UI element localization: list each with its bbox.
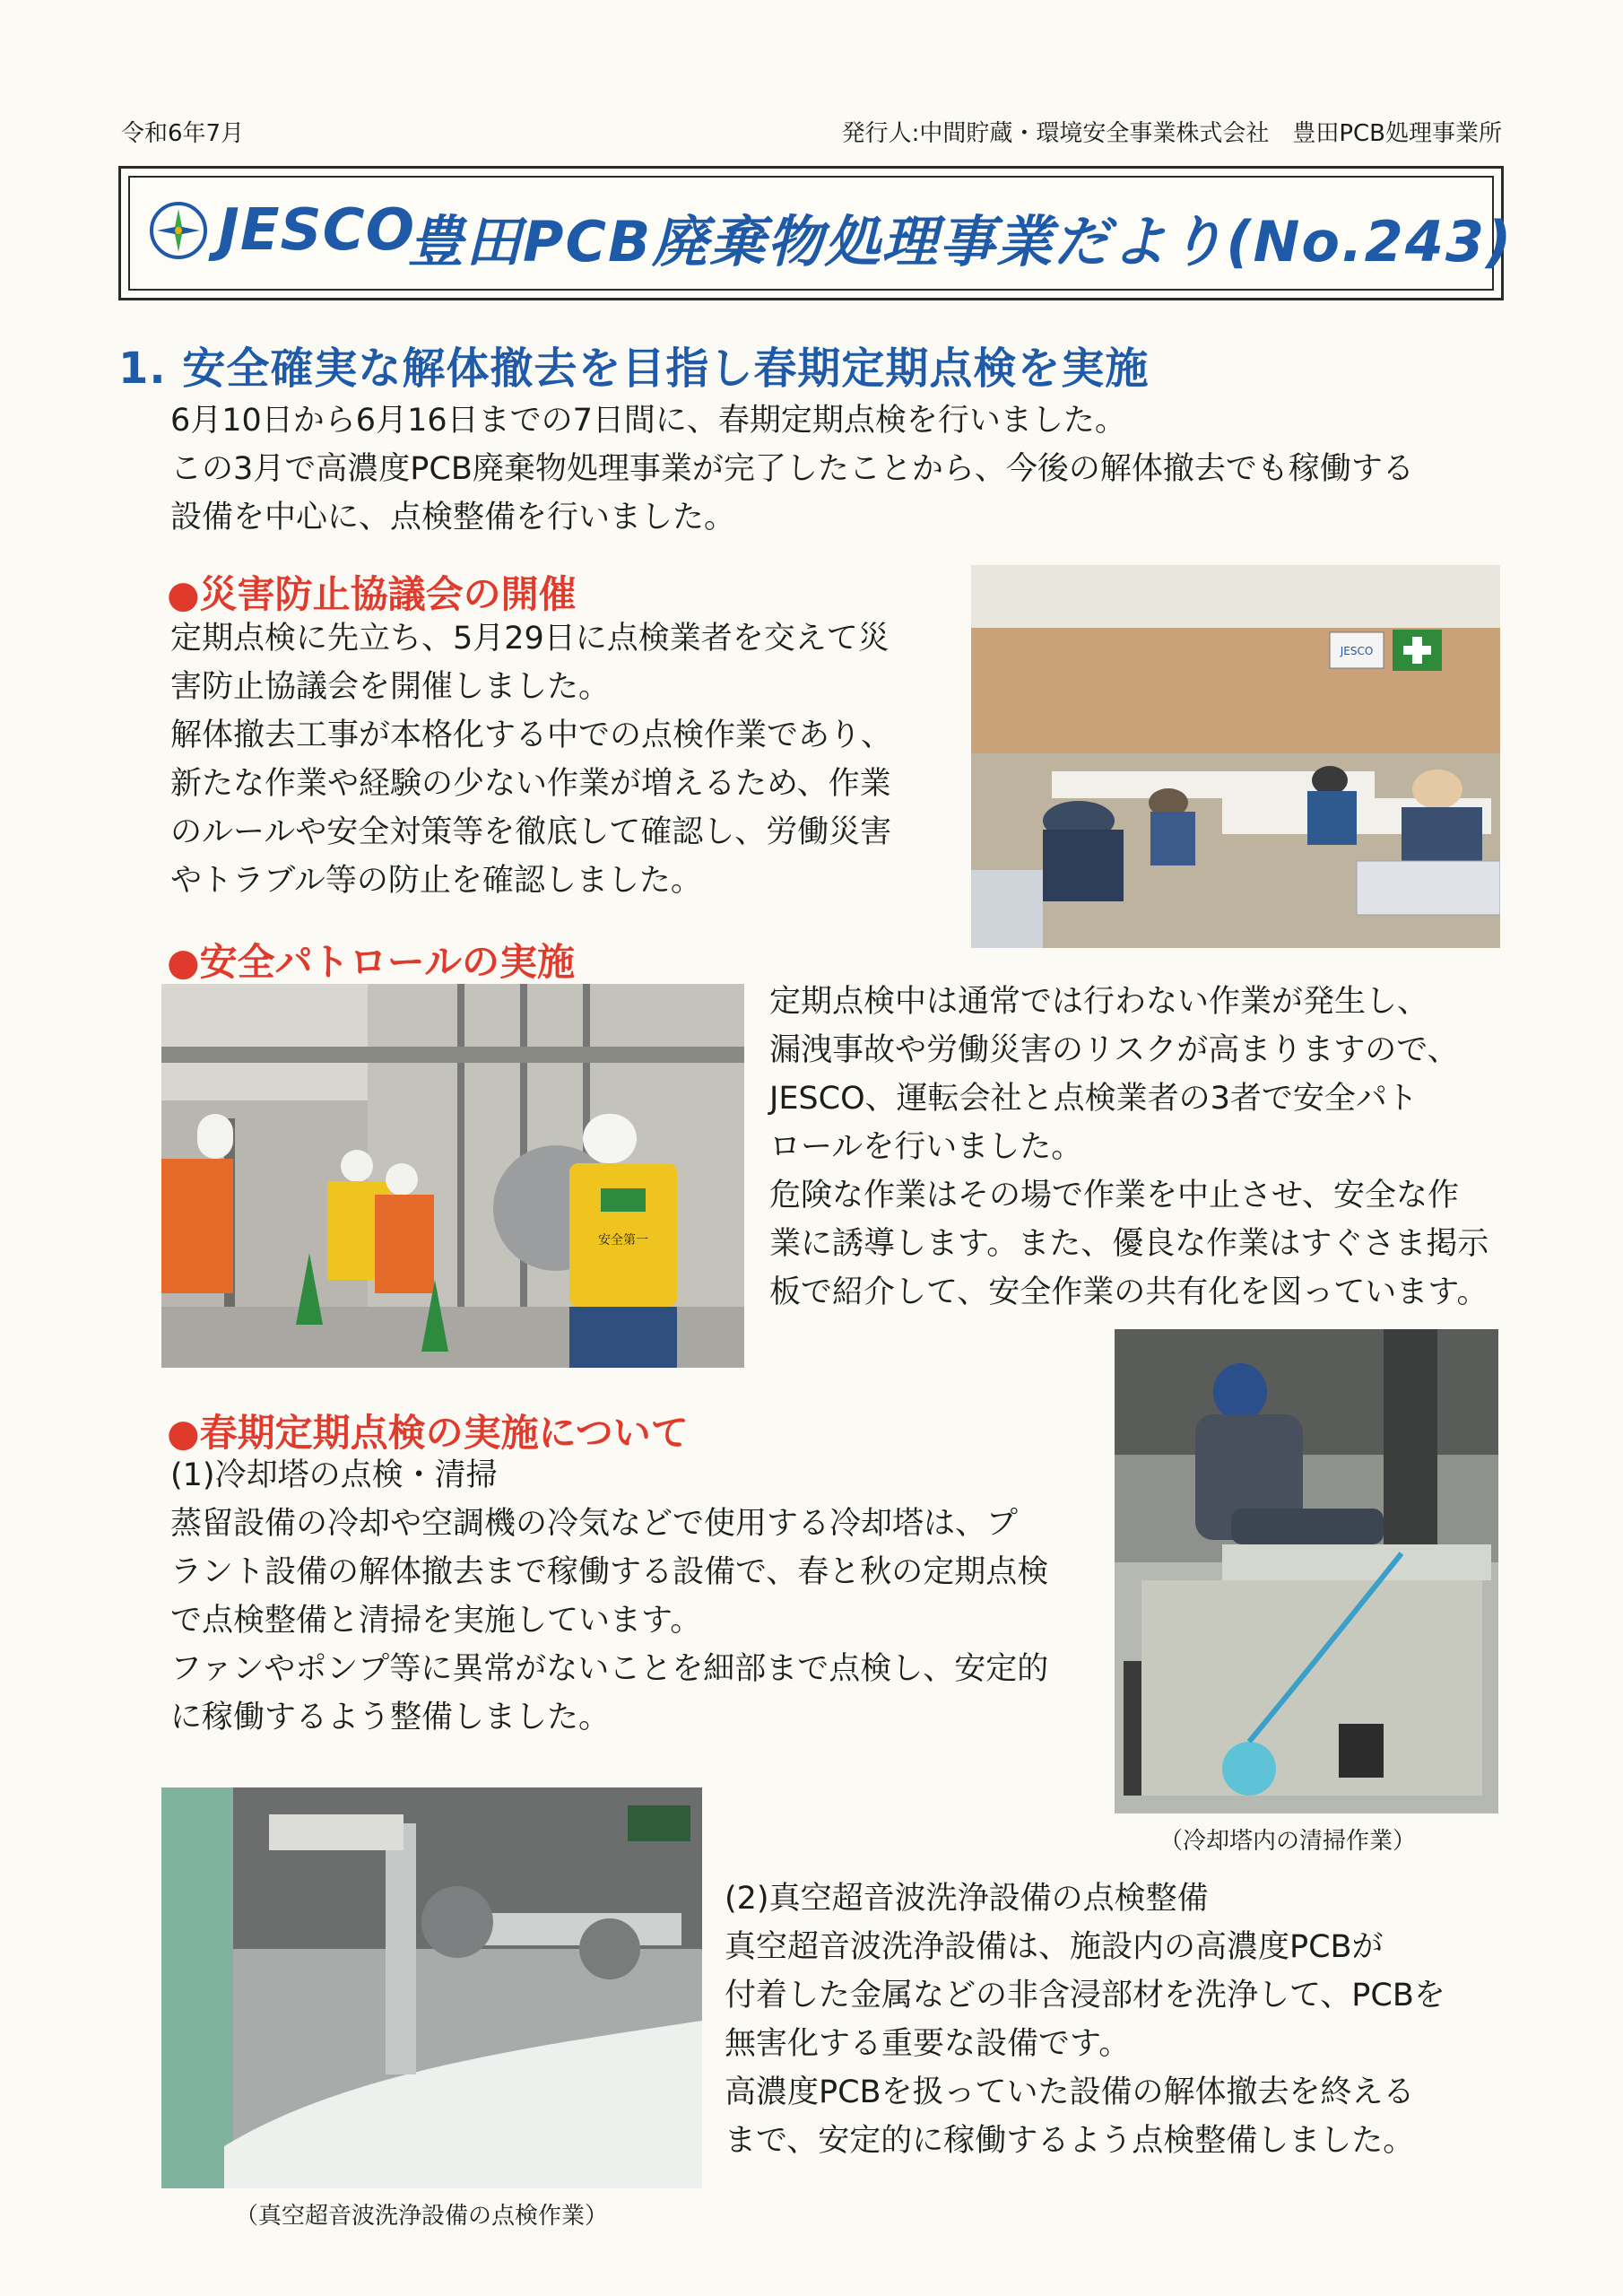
- ultrasonic-line: 高濃度PCBを扱っていた設備の解体撤去を終える: [725, 2074, 1415, 2110]
- ultrasonic-line: 付着した金属などの非含浸部材を洗浄して、PCBを: [725, 1978, 1445, 2013]
- ultrasonic-line: 無害化する重要な設備です。: [725, 2026, 1131, 2062]
- patrol-line: 危険な作業はその場で作業を中止させ、安全な作: [769, 1178, 1459, 1213]
- ultrasonic-line: まで、安定的に稼働するよう点検整備しました。: [725, 2123, 1415, 2159]
- spring-heading: ●春期定期点検の実施について: [167, 1411, 689, 1455]
- cooling-line: に稼働するよう整備しました。: [170, 1700, 611, 1735]
- meeting-photo: [971, 565, 1500, 948]
- ultrasonic-caption: （真空超音波洗浄設備の点検作業）: [235, 2203, 609, 2230]
- patrol-line: 漏洩事故や労働災害のリスクが高まりますので、: [769, 1032, 1459, 1068]
- logo-text: JESCO: [218, 197, 415, 264]
- cooling-paragraph: [170, 1500, 1048, 1742]
- intro-line: この3月で高濃度PCB廃棄物処理事業が完了したことから、今後の解体撤去でも稼働する: [170, 451, 1414, 487]
- cooling-caption: （冷却塔内の清掃作業）: [1159, 1828, 1417, 1855]
- patrol-line: 業に誘導します。また、優良な作業はすぐさま掲示: [769, 1226, 1489, 1262]
- disaster-line: 新たな作業や経験の少ない作業が増えるため、作業: [170, 766, 891, 802]
- patrol-line: ロールを行いました。: [769, 1129, 1083, 1165]
- intro-line: 設備を中心に、点検整備を行いました。: [170, 500, 736, 535]
- vest-text: 安全第一: [598, 1233, 648, 1248]
- disaster-heading: ●災害防止協議会の開催: [167, 572, 577, 616]
- patrol-heading: ●安全パトロールの実施: [167, 940, 575, 984]
- disaster-line: 解体撤去工事が本格化する中での点検作業であり、: [170, 718, 893, 753]
- patrol-line: JESCO、運転会社と点検業者の3者で安全パト: [769, 1081, 1419, 1117]
- wall-sign-text: JESCO: [1340, 645, 1374, 657]
- title-banner: [118, 166, 1514, 300]
- cooling-line: ファンやポンプ等に異常がないことを細部まで点検し、安定的: [170, 1651, 1049, 1687]
- jesco-emblem-icon: [148, 200, 209, 261]
- patrol-line: 板で紹介して、安全作業の共有化を図っています。: [769, 1274, 1488, 1310]
- patrol-photo: [161, 984, 744, 1368]
- intro-paragraph: [170, 396, 1414, 542]
- cooling-subheading: (1)冷却塔の点検・清掃: [170, 1457, 498, 1493]
- ultrasonic-paragraph: [725, 1923, 1445, 2165]
- disaster-line: 害防止協議会を開催しました。: [170, 669, 611, 705]
- disaster-line: 定期点検に先立ち、5月29日に点検業者を交えて災: [170, 621, 890, 657]
- ultrasonic-photo: [161, 1787, 702, 2188]
- disaster-paragraph: [170, 614, 892, 905]
- jesco-logo: [148, 197, 415, 264]
- disaster-line: のルールや安全対策等を徹底して確認し、労働災害: [170, 814, 892, 850]
- issue-date: 令和6年7月: [121, 120, 245, 147]
- cooling-line: ラント設備の解体撤去まで稼働する設備で、春と秋の定期点検: [170, 1554, 1049, 1590]
- section-title: 1. 安全確実な解体撤去を目指し春期定期点検を実施: [118, 344, 1150, 394]
- title-banner-inner: [128, 176, 1514, 291]
- cooling-tower-photo: [1115, 1329, 1498, 1813]
- newsletter-title: 豊田PCB廃棄物処理事業だより(No.243): [408, 209, 1514, 274]
- publisher: 発行人:中間貯蔵・環境安全事業株式会社 豊田PCB処理事業所: [841, 120, 1502, 147]
- disaster-line: やトラブル等の防止を確認しました。: [170, 863, 702, 899]
- patrol-line: 定期点検中は通常では行わない作業が発生し、: [769, 984, 1429, 1020]
- patrol-paragraph: [769, 978, 1488, 1317]
- intro-line: 6月10日から6月16日までの7日間に、春期定期点検を行いました。: [170, 403, 1126, 439]
- ultrasonic-subheading: (2)真空超音波洗浄設備の点検整備: [725, 1881, 1209, 1917]
- cooling-line: で点検整備と清掃を実施しています。: [170, 1603, 702, 1639]
- ultrasonic-line: 真空超音波洗浄設備は、施設内の高濃度PCBが: [725, 1929, 1384, 1965]
- cooling-line: 蒸留設備の冷却や空調機の冷気などで使用する冷却塔は、プ: [170, 1506, 1019, 1542]
